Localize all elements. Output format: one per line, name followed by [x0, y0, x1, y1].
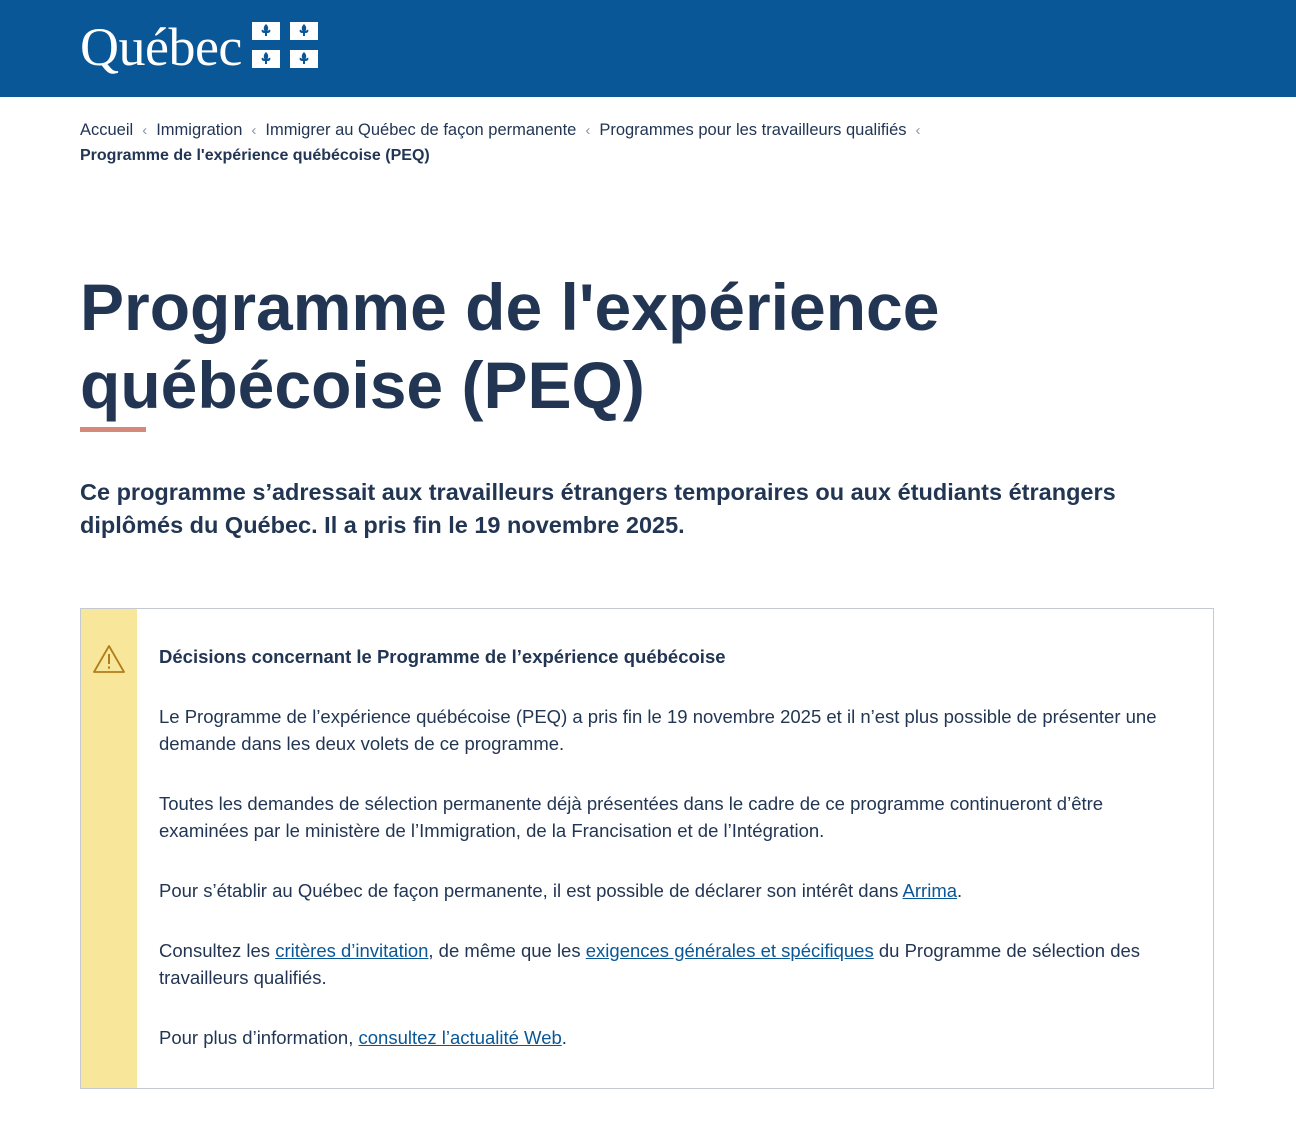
criteres-invitation-link[interactable]: critères d’invitation: [275, 940, 429, 961]
page-lead: Ce programme s’adressait aux travailleurs étrangers temporaires ou aux étudiants étrangers diplômés du Québec. Il a pris fin le 19 novembre 2025.: [80, 479, 1116, 538]
alert-p4-end: du Programme de sélection des travailleurs qualifiés.: [159, 940, 1141, 988]
quebec-logo-link[interactable]: [80, 14, 318, 80]
breadcrumb-item-immigrer-permanente[interactable]: Immigrer au Québec de façon permanente: [265, 121, 577, 139]
arrima-link[interactable]: Arrima: [902, 880, 958, 901]
breadcrumb-item-travailleurs-qualifies[interactable]: Programmes pour les travailleurs qualifiés: [599, 121, 907, 139]
alert-p5-end: .: [561, 1027, 567, 1048]
quebec-flag-icon: [252, 22, 318, 68]
chevron-left-icon: ‹: [251, 122, 257, 139]
chevron-left-icon: ‹: [915, 122, 921, 139]
alert-paragraph-1: Le Programme de l’expérience québécoise (PEQ) a pris fin le 19 novembre 2025 et il n’est plus possible de présenter une demande dans les deux volets de ce programme.: [159, 706, 1157, 754]
alert-paragraph-3: [159, 877, 1159, 904]
breadcrumb-current: Programme de l'expérience québécoise (PEQ): [80, 147, 430, 164]
alert-p5-text: Pour plus d’information,: [159, 1027, 359, 1048]
warning-icon: [92, 644, 126, 674]
site-header: [0, 0, 1296, 97]
title-underline: [80, 427, 146, 432]
alert-paragraph-4: [159, 937, 1159, 991]
alert-paragraph-5: [159, 1024, 1159, 1051]
alert-body: [159, 643, 1159, 1084]
alert-p4-text: Consultez les: [159, 940, 276, 961]
alert-title: Décisions concernant le Programme de l’expérience québécoise: [159, 646, 726, 667]
alert-stripe: [81, 609, 137, 1088]
exigences-link[interactable]: exigences générales et spécifiques: [585, 940, 874, 961]
warning-alert: [80, 608, 1214, 1089]
actualite-web-link[interactable]: consultez l’actualité Web: [358, 1027, 562, 1048]
chevron-left-icon: ‹: [142, 122, 148, 139]
quebec-wordmark: Québec: [80, 17, 242, 77]
alert-p3-end: .: [957, 880, 963, 901]
chevron-left-icon: ‹: [585, 122, 591, 139]
breadcrumb-item-accueil[interactable]: Accueil: [80, 121, 134, 139]
alert-paragraph-2: Toutes les demandes de sélection permanente déjà présentées dans le cadre de ce programme continueront d’être examinées par le ministère de l’Immigration, de la Francisation et de l’Intégration.: [159, 793, 1104, 841]
alert-p4-middle: , de même que les: [428, 940, 586, 961]
breadcrumb: [80, 118, 1220, 168]
alert-p3-text: Pour s’établir au Québec de façon permanente, il est possible de déclarer son intérêt dans: [159, 880, 903, 901]
page-title: Programme de l'expérience québécoise (PEQ): [80, 270, 940, 422]
breadcrumb-item-immigration[interactable]: Immigration: [156, 121, 243, 139]
